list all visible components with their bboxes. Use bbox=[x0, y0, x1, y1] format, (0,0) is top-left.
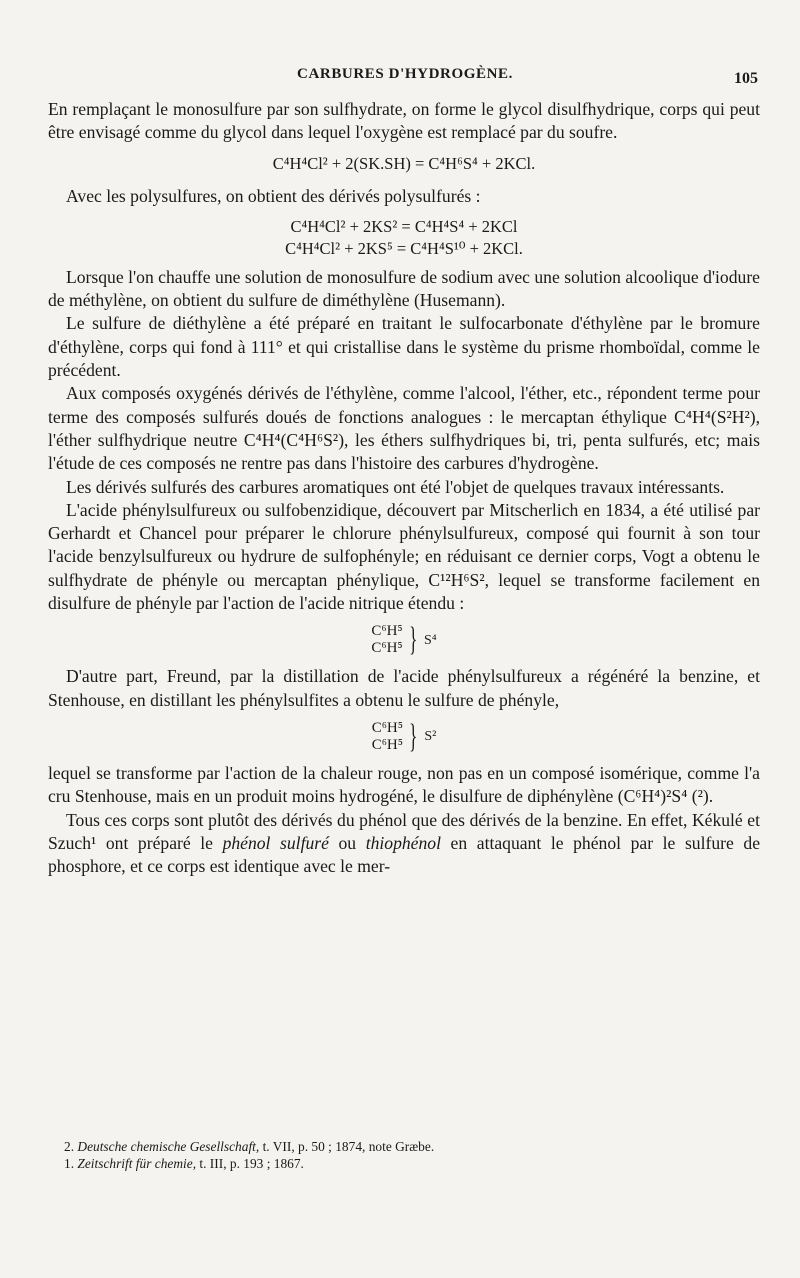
paragraph-10-part-a: Tous ces corps sont plutôt des dérivés du phénol que des dérivés de la benzine. En effet, Kékulé et Szuch¹ ont préparé le bbox=[48, 809, 760, 853]
formula-diphenyl-disulfide bbox=[48, 623, 760, 657]
footnote-2 bbox=[64, 1138, 754, 1155]
paragraph-10 bbox=[48, 809, 760, 879]
paragraph-10-part-b: ou bbox=[328, 832, 366, 853]
footnote-2-title: Deutsche chemische Gesellschaft, bbox=[77, 1139, 260, 1154]
paragraph-6: Les dérivés sulfurés des carbures aromatiques ont été l'objet de quelques travaux intéressants. bbox=[66, 476, 725, 497]
paragraph-1: En remplaçant le monosulfure par son sulfhydrate, on forme le glycol disulfhydrique, corps qui peut être envisagé comme du glycol dans lequel l'oxygène est remplacé par du soufre. bbox=[48, 99, 760, 143]
term-phenol-sulfure: phénol sulfuré bbox=[222, 832, 329, 853]
formula-1-bottom: C⁶H⁵ bbox=[371, 640, 403, 657]
formula-1-stack bbox=[371, 623, 402, 657]
page-number: 105 bbox=[734, 70, 758, 87]
equation-2-line-1: C⁴H⁴Cl² + 2KS² = C⁴H⁴S⁴ + 2KCl bbox=[290, 216, 518, 236]
footnote-1-rest: t. III, p. 193 ; 1867. bbox=[196, 1156, 304, 1171]
footnote-1-label: 1. bbox=[64, 1156, 75, 1171]
formula-phenyl-sulfide bbox=[48, 717, 760, 755]
footnote-1-title: Zeitschrift für chemie, bbox=[77, 1156, 197, 1171]
footnote-2-rest: t. VII, p. 50 ; 1874, note Græbe. bbox=[259, 1139, 435, 1154]
equation-2 bbox=[48, 216, 760, 260]
paragraph-10-part-c: en attaquant le phénol par le sulfure de phosphore, et ce corps est identique avec le mer- bbox=[48, 832, 760, 877]
paragraph-7: L'acide phénylsulfureux ou sulfobenzidique, découvert par Mitscherlich en 1834, a été utilisé par Gerhardt et Chancel pour préparer le chlorure phénylsulfureux, composé qui fournit à son tour l'acide benzylsulfureux ou hydrure de sulfophényle; en réduisant ce dernier corps, Vogt a obtenu le sulfhydrate de phényle ou mercaptan phénylique, C¹²H⁶S², lequel se transforme facilement en disulfure de phényle par l'action de l'acide nitrique étendu : bbox=[48, 499, 760, 614]
paragraph-4: Le sulfure de diéthylène a été préparé en traitant le sulfocarbonate d'éthylène par le bromure d'éthylène, corps qui fond à 111° et qui cristallise dans le système du prisme rhomboïdal, comme le précédent. bbox=[48, 313, 760, 381]
formula-2-bottom: C⁶H⁵ bbox=[371, 736, 403, 753]
paragraph-5: Aux composés oxygénés dérivés de l'éthylène, comme l'alcool, l'éther, etc., répondent terme pour terme des composés sulfurés doués de fonctions analogues : le mercaptan éthylique C⁴H⁴(S²H²), l'éther sulfhydrique neutre C⁴H⁴(C⁴H⁶S²), les éthers sulfhydriques bi, tri, penta sulfurés, etc; mais l'étude de ces composés ne rentre pas dans l'histoire des carbures d'hydrogène. bbox=[48, 383, 760, 474]
page-header bbox=[52, 66, 758, 90]
formula-2-stack bbox=[372, 720, 403, 754]
paragraph-3: Lorsque l'on chauffe une solution de monosulfure de sodium avec une solution alcoolique d'iodure de méthylène, on obtient du sulfure de diméthylène (Husemann). bbox=[48, 266, 760, 311]
formula-1-rhs: S⁴ bbox=[423, 632, 437, 648]
footnote-1 bbox=[64, 1155, 754, 1172]
main-text bbox=[48, 98, 760, 878]
formula-2-top: C⁶H⁵ bbox=[371, 719, 403, 736]
paragraph-8: D'autre part, Freund, par la distillation de l'acide phénylsulfureux a régénéré la benzine, et Stenhouse, en distillant les phénylsulfites a obtenu le sulfure de phényle, bbox=[48, 666, 760, 710]
formula-1-top: C⁶H⁵ bbox=[371, 623, 403, 640]
term-thiophenol: thiophénol bbox=[365, 832, 441, 853]
equation-1: C⁴H⁴Cl² + 2(SK.SH) = C⁴H⁶S⁴ + 2KCl. bbox=[272, 153, 536, 173]
paragraph-9: lequel se transforme par l'action de la chaleur rouge, non pas en un composé isomérique, comme l'a cru Stenhouse, mais en un produit moins hydrogéné, le disulfure de diphénylène (C⁶H⁴)²S⁴ (²). bbox=[48, 762, 760, 807]
brace-icon: } bbox=[409, 717, 418, 755]
formula-2-rhs: S² bbox=[424, 729, 437, 745]
equation-2-line-2: C⁴H⁴Cl² + 2KS⁵ = C⁴H⁴S¹⁰ + 2KCl. bbox=[285, 238, 523, 258]
paragraph-2: Avec les polysulfures, on obtient des dérivés polysulfurés : bbox=[66, 185, 481, 206]
footnote-2-label: 2. bbox=[64, 1139, 75, 1154]
footnotes bbox=[64, 1138, 754, 1172]
brace-icon: } bbox=[408, 621, 417, 659]
running-title: CARBURES D'HYDROGÈNE. bbox=[297, 66, 513, 82]
